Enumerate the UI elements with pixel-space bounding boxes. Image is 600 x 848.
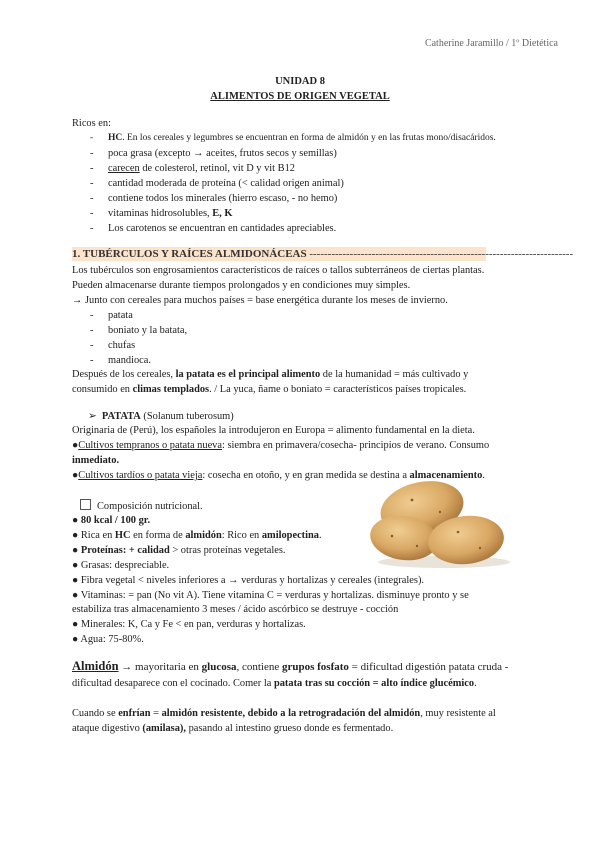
almidon-paragraph: Almidón → mayoritaria en glucosa, contiene grupos fosfato = dificultad digestión patata cruda - <box>72 659 509 673</box>
composition-item: ● Vitaminas: = pan (No vit A). Tiene vitamina C = verduras y hortalizas. disminuye pronto y se <box>72 590 469 601</box>
composition-item: ● Proteínas: + calidad > otras proteínas vegetales. <box>72 545 286 556</box>
unit-title: UNIDAD 8 <box>275 76 325 87</box>
composition-item: ● Agua: 75-80%. <box>72 634 144 645</box>
paragraph: ataque digestivo (amilasa), pasando al intestino grueso donde es fermentado. <box>72 723 394 734</box>
list-item: - carecen de colesterol, retinol, vit D y vit B12 <box>90 163 295 174</box>
paragraph: ●Cultivos tardíos o patata vieja: cosecha en otoño, y en gran medida se destina a almacenamiento. <box>72 470 485 481</box>
composition-item: ● Minerales: K, Ca y Fe < en pan, verduras y hortalizas. <box>72 619 306 630</box>
list-item: - boniato y la batata, <box>90 325 188 336</box>
paragraph: → Junto con cereales para muchos países = base energética durante los meses de invierno. <box>72 295 448 306</box>
list-item: - patata <box>90 310 133 321</box>
list-item: - poca grasa (excepto → aceites, frutos secos y semillas) <box>90 148 337 159</box>
paragraph: Después de los cereales, la patata es el principal alimento de la humanidad = más cultivado y <box>72 369 469 380</box>
list-item: - HC. En los cereales y legumbres se encuentran en forma de almidón y en las frutas mono/disacáridos. <box>90 133 496 143</box>
composition-item: ● Rica en HC en forma de almidón: Rico en amilopectina. <box>72 530 322 541</box>
page-header-author: Catherine Jaramillo / 1º Dietética <box>424 38 558 49</box>
paragraph: dificultad desaparece con el cocinado. Comer la patata tras su cocción = alto índice glucémico. <box>72 678 477 689</box>
section-heading: 1. TUBÉRCULOS Y RAÍCES ALMIDONÁCEAS ------------------------------------------------------------------------ <box>72 248 574 260</box>
paragraph: ●Cultivos tempranos o patata nueva: siembra en primavera/cosecha- principios de verano. Consumo <box>72 440 490 451</box>
potatoes-image <box>362 478 512 570</box>
list-item: - vitaminas hidrosolubles, E, K <box>90 208 233 219</box>
composition-item: ● Fibra vegetal < niveles inferiores a → verduras y hortalizas y cereales (integrales). <box>72 575 424 586</box>
list-item: - Los carotenos se encuentran en cantidades apreciables. <box>90 223 337 234</box>
paragraph: inmediato. <box>72 455 120 466</box>
paragraph: Los tubérculos son engrosamientos característicos de raíces o tallos subterráneos de ciertas plantas. <box>72 265 485 276</box>
composition-item: ● Grasas: despreciable. <box>72 560 170 571</box>
intro-lead: Ricos en: <box>72 118 111 129</box>
topic-title: ALIMENTOS DE ORIGEN VEGETAL <box>210 91 390 102</box>
composition-item: ● 80 kcal / 100 gr. <box>72 515 151 526</box>
paragraph: Pueden almacenarse durante tiempos prolongados y en condiciones muy simples. <box>72 280 411 291</box>
list-item: - contiene todos los minerales (hierro escaso, - no hemo) <box>90 193 338 204</box>
list-item: - mandioca. <box>90 355 151 366</box>
paragraph: Originaria de (Perú), los españoles la introdujeron en Europa = alimento fundamental en la dieta. <box>72 425 475 436</box>
composition-title: Composición nutricional. <box>72 499 203 513</box>
subheading-patata: ➢ PATATA (Solanum tuberosum) <box>88 411 234 422</box>
checkbox-icon <box>80 499 91 510</box>
list-item: - chufas <box>90 340 136 351</box>
paragraph: Cuando se enfrían = almidón resistente, debido a la retrogradación del almidón, muy resistente al <box>72 708 496 719</box>
composition-item: estabiliza tras almacenamiento 3 meses / ácido ascórbico se destruye - cocción <box>72 604 399 615</box>
list-item: - cantidad moderada de proteína (< calidad origen animal) <box>90 178 344 189</box>
paragraph: consumido en climas templados. / La yuca, ñame o boniato = característicos países tropicales. <box>72 384 467 395</box>
